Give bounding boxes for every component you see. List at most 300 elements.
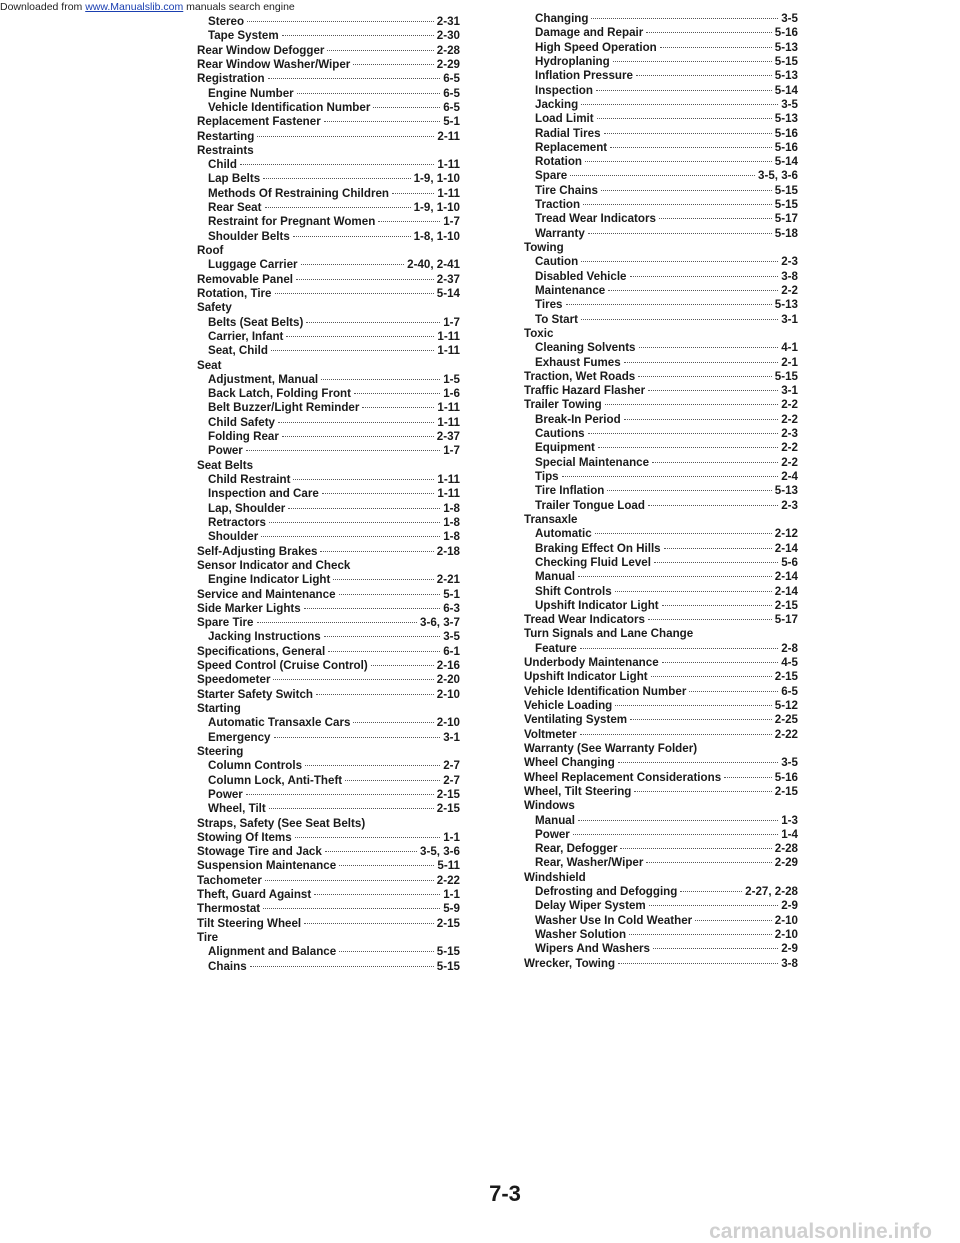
index-entry <box>197 759 460 773</box>
entry-page-ref: 1-9, 1-10 <box>413 201 460 215</box>
entry-page-ref: 1-11 <box>437 329 460 343</box>
dot-leader <box>373 107 440 108</box>
index-entry <box>197 44 460 58</box>
entry-page-ref: 5-13 <box>774 298 798 312</box>
entry-label: Equipment <box>535 441 595 455</box>
entry-page-ref: 2-9 <box>781 942 798 956</box>
dot-leader <box>585 161 772 162</box>
dot-leader <box>605 404 779 405</box>
dot-leader <box>265 207 411 208</box>
dot-leader <box>646 862 771 863</box>
dot-leader <box>324 121 441 122</box>
index-entry <box>197 172 460 186</box>
index-entry <box>197 58 460 72</box>
entry-page-ref: 2-14 <box>774 570 798 584</box>
dot-leader <box>724 777 772 778</box>
index-entry <box>524 41 798 55</box>
entry-label: Restraint for Pregnant Women <box>208 215 376 229</box>
dot-leader <box>636 75 772 76</box>
index-entry <box>197 230 460 244</box>
index-entry <box>524 542 798 556</box>
entry-label: Retractors <box>208 515 266 529</box>
entry-label: Maintenance <box>535 283 606 297</box>
entry-label: Manual <box>535 570 575 584</box>
entry-page-ref: 2-7 <box>443 773 460 787</box>
dot-leader <box>583 204 772 205</box>
index-entry <box>524 227 798 241</box>
entry-label: Jacking Instructions <box>208 630 321 644</box>
index-entry <box>524 112 798 126</box>
dot-leader <box>296 279 434 280</box>
dot-leader <box>339 865 434 866</box>
entry-label: Alignment and Balance <box>208 945 337 959</box>
entry-label: Shoulder Belts <box>208 229 290 243</box>
index-entry <box>197 802 460 816</box>
entry-label: Self-Adjusting Brakes <box>197 544 318 558</box>
dot-leader <box>321 379 440 380</box>
entry-label: Feature <box>535 641 577 655</box>
index-entry <box>524 771 798 785</box>
dot-leader <box>314 894 440 895</box>
index-entry <box>524 670 798 684</box>
entry-label: Stowing Of Items <box>197 830 292 844</box>
dot-leader <box>597 118 772 119</box>
index-entry <box>197 29 460 43</box>
entry-page-ref: 2-15 <box>436 916 460 930</box>
entry-label: Automatic <box>535 527 592 541</box>
entry-page-ref: 2-14 <box>774 584 798 598</box>
entry-label: Washer Use In Cold Weather <box>535 913 693 927</box>
dot-leader <box>240 164 434 165</box>
dot-leader <box>660 47 772 48</box>
entry-label: Disabled Vehicle <box>535 269 627 283</box>
index-entry <box>197 502 460 516</box>
entry-page-ref: 1-1 <box>443 830 460 844</box>
dot-leader <box>634 791 771 792</box>
index-entry <box>197 130 460 144</box>
dot-leader <box>278 422 434 423</box>
entry-label: Shoulder <box>208 530 259 544</box>
index-entry <box>524 814 798 828</box>
index-heading <box>524 513 798 527</box>
dot-leader <box>601 190 772 191</box>
entry-label: Wheel, Tilt <box>208 802 266 816</box>
dot-leader <box>624 362 779 363</box>
entry-page-ref: 5-1 <box>443 587 460 601</box>
index-entry <box>197 945 460 959</box>
dot-leader <box>578 820 778 821</box>
index-entry <box>524 55 798 69</box>
entry-page-ref: 1-7 <box>443 315 460 329</box>
entry-label: Tires <box>535 298 563 312</box>
entry-page-ref: 5-16 <box>774 770 798 784</box>
entry-label: Wipers And Washers <box>535 942 650 956</box>
index-entry <box>197 788 460 802</box>
index-entry <box>524 856 798 870</box>
entry-label: Spare <box>535 169 568 183</box>
dot-leader <box>263 178 410 179</box>
index-entry <box>524 942 798 956</box>
entry-page-ref: 2-1 <box>781 355 798 369</box>
entry-label: Vehicle Loading <box>524 699 613 712</box>
entry-label: Seat Belts <box>197 458 254 472</box>
entry-label: Tips <box>535 470 559 483</box>
index-entry <box>524 255 798 269</box>
index-entry <box>524 570 798 584</box>
entry-label: Speed Control (Cruise Control) <box>197 659 368 673</box>
entry-label: Stereo <box>208 15 245 28</box>
index-entry <box>524 184 798 198</box>
dot-leader <box>598 447 778 448</box>
dot-leader <box>247 21 434 22</box>
entry-page-ref: 3-5 <box>781 97 798 111</box>
entry-label: Back Latch, Folding Front <box>208 387 351 401</box>
index-entry <box>524 756 798 770</box>
entry-page-ref: 2-2 <box>781 283 798 297</box>
index-entry <box>524 26 798 40</box>
dot-leader <box>282 35 434 36</box>
entry-page-ref: 3-1 <box>781 384 798 398</box>
index-entry <box>524 728 798 742</box>
entry-page-ref: 2-10 <box>774 913 798 927</box>
index-entry <box>524 298 798 312</box>
index-entry <box>524 69 798 83</box>
entry-page-ref: 5-14 <box>774 155 798 169</box>
entry-page-ref: 3-8 <box>781 269 798 283</box>
entry-label: Exhaust Fumes <box>535 355 621 369</box>
entry-label: Jacking <box>535 97 579 111</box>
entry-label: Warranty (See Warranty Folder) <box>524 741 698 755</box>
entry-page-ref: 2-2 <box>781 398 798 412</box>
index-heading <box>197 559 460 573</box>
dot-leader <box>339 951 434 952</box>
index-entry <box>524 212 798 226</box>
dot-leader <box>378 221 440 222</box>
index-entry <box>197 874 460 888</box>
index-heading <box>197 144 460 158</box>
entry-page-ref: 5-15 <box>774 369 798 383</box>
index-entry <box>197 444 460 458</box>
entry-label: Child Restraint <box>208 473 291 486</box>
entry-label: Break-In Period <box>535 412 621 426</box>
entry-label: Child <box>208 158 237 172</box>
entry-label: Rear Window Washer/Wiper <box>197 57 351 71</box>
index-entry <box>197 573 460 587</box>
entry-label: Transaxle <box>524 512 578 526</box>
dot-leader <box>275 293 434 294</box>
dot-leader <box>595 533 772 534</box>
index-entry <box>197 917 460 931</box>
dot-leader <box>651 676 772 677</box>
entry-page-ref: 5-14 <box>436 286 460 300</box>
dot-leader <box>630 719 772 720</box>
entry-page-ref: 6-5 <box>443 72 460 86</box>
entry-page-ref: 5-6 <box>781 555 798 569</box>
entry-label: Adjustment, Manual <box>208 372 319 386</box>
entry-page-ref: 1-4 <box>781 827 798 841</box>
dot-leader <box>322 493 435 494</box>
index-entry <box>197 659 460 673</box>
entry-label: Upshift Indicator Light <box>524 670 648 684</box>
entry-label: Cleaning Solvents <box>535 341 636 355</box>
entry-label: Specifications, General <box>197 644 326 658</box>
entry-page-ref: 1-8 <box>443 515 460 529</box>
entry-page-ref: 2-7 <box>443 759 460 773</box>
dot-leader <box>570 175 755 176</box>
entry-label: Speedometer <box>197 673 271 687</box>
entry-label: Tape System <box>208 29 279 43</box>
dot-leader <box>293 236 411 237</box>
dot-leader <box>648 505 778 506</box>
entry-page-ref: 5-13 <box>774 484 798 498</box>
index-entry <box>524 899 798 913</box>
footer-watermark: carmanualsonline.info <box>709 1220 932 1243</box>
entry-page-ref: 2-10 <box>436 687 460 701</box>
entry-label: Cautions <box>535 427 585 441</box>
index-entry <box>197 960 460 974</box>
index-entry <box>524 169 798 183</box>
dot-leader <box>362 407 434 408</box>
entry-page-ref: 2-16 <box>436 659 460 673</box>
entry-label: Lap Belts <box>208 172 261 186</box>
entry-page-ref: 1-1 <box>443 888 460 902</box>
dot-leader <box>286 336 434 337</box>
dot-leader <box>607 490 771 491</box>
entry-label: Rotation, Tire <box>197 286 272 300</box>
index-entry <box>524 585 798 599</box>
index-entry <box>197 187 460 201</box>
entry-page-ref: 2-15 <box>774 784 798 798</box>
dot-leader <box>250 966 434 967</box>
entry-label: Underbody Maintenance <box>524 656 659 670</box>
index-entry <box>524 441 798 455</box>
entry-label: Trailer Towing <box>524 398 602 412</box>
index-entry <box>524 957 798 971</box>
dot-leader <box>273 679 433 680</box>
dot-leader <box>246 450 440 451</box>
dot-leader <box>591 18 778 19</box>
entry-label: Traction <box>535 198 581 212</box>
index-entry <box>197 401 460 415</box>
index-heading <box>197 359 460 373</box>
dot-leader <box>662 662 779 663</box>
entry-page-ref: 5-17 <box>774 613 798 627</box>
entry-label: Engine Number <box>208 86 294 100</box>
dot-leader <box>649 905 779 906</box>
entry-label: Child Safety <box>208 415 275 429</box>
entry-page-ref: 2-28 <box>436 43 460 57</box>
dot-leader <box>653 948 778 949</box>
index-entry <box>197 516 460 530</box>
index-entry <box>524 699 798 713</box>
dot-leader <box>320 551 433 552</box>
entry-page-ref: 3-5 <box>443 630 460 644</box>
entry-label: Belts (Seat Belts) <box>208 315 304 329</box>
entry-page-ref: 5-18 <box>774 226 798 240</box>
index-entry <box>524 141 798 155</box>
entry-label: Changing <box>535 12 589 25</box>
entry-label: Carrier, Infant <box>208 329 284 343</box>
dot-leader <box>353 64 433 65</box>
dot-leader <box>392 193 434 194</box>
entry-page-ref: 1-9, 1-10 <box>413 172 460 186</box>
dot-leader <box>274 737 441 738</box>
dot-leader <box>566 304 772 305</box>
index-heading <box>197 817 460 831</box>
index-entry <box>197 258 460 272</box>
entry-label: Vehicle Identification Number <box>524 684 687 698</box>
entry-label: Damage and Repair <box>535 26 644 40</box>
dot-leader <box>608 290 778 291</box>
index-entry <box>197 902 460 916</box>
entry-label: Rear, Washer/Wiper <box>535 856 644 870</box>
entry-label: Emergency <box>208 730 271 744</box>
dot-leader <box>615 591 772 592</box>
entry-page-ref: 2-10 <box>774 928 798 941</box>
entry-label: Chains <box>208 959 247 973</box>
page-number: 7-3 <box>489 1181 521 1206</box>
dot-leader <box>581 104 778 105</box>
dot-leader <box>578 576 772 577</box>
index-entry <box>524 370 798 384</box>
index-entry <box>524 685 798 699</box>
dot-leader <box>610 147 772 148</box>
entry-label: Tilt Steering Wheel <box>197 916 302 930</box>
dot-leader <box>618 762 778 763</box>
entry-page-ref: 2-2 <box>781 455 798 469</box>
index-entry <box>197 273 460 287</box>
index-entry <box>524 341 798 355</box>
entry-page-ref: 2-15 <box>436 787 460 801</box>
dot-leader <box>596 90 772 91</box>
index-entry <box>524 384 798 398</box>
dot-leader <box>624 419 779 420</box>
index-entry <box>524 84 798 98</box>
index-entry <box>197 888 460 902</box>
entry-label: Sensor Indicator and Check <box>197 558 351 572</box>
dot-leader <box>580 648 778 649</box>
dot-leader <box>662 605 772 606</box>
dot-leader <box>654 562 778 563</box>
index-entry <box>524 527 798 541</box>
entry-page-ref: 5-12 <box>774 699 798 712</box>
entry-page-ref: 5-15 <box>436 959 460 973</box>
entry-label: Trailer Tongue Load <box>535 498 645 512</box>
index-entry <box>524 656 798 670</box>
entry-page-ref: 2-3 <box>781 498 798 512</box>
dot-leader <box>562 476 779 477</box>
entry-page-ref: 2-22 <box>774 727 798 741</box>
entry-page-ref: 1-11 <box>437 473 460 486</box>
entry-label: Methods Of Restraining Children <box>208 186 389 200</box>
dot-leader <box>354 393 440 394</box>
dot-leader <box>327 50 433 51</box>
index-heading <box>524 742 798 756</box>
entry-page-ref: 6-5 <box>443 86 460 100</box>
index-entry <box>197 87 460 101</box>
entry-label: Automatic Transaxle Cars <box>208 716 351 730</box>
dot-leader <box>620 848 771 849</box>
dot-leader <box>301 264 405 265</box>
index-entry <box>524 713 798 727</box>
entry-page-ref: 2-29 <box>436 57 460 71</box>
manualslib-link[interactable]: www.Manualslib.com <box>85 1 184 13</box>
entry-page-ref: 2-28 <box>774 842 798 856</box>
index-entry <box>197 731 460 745</box>
index-entry <box>197 774 460 788</box>
entry-page-ref: 3-5 <box>781 12 798 25</box>
entry-page-ref: 2-11 <box>437 129 460 143</box>
entry-label: High Speed Operation <box>535 40 657 54</box>
entry-page-ref: 2-21 <box>436 573 460 587</box>
index-heading <box>524 799 798 813</box>
dot-leader <box>246 794 434 795</box>
dot-leader <box>695 920 772 921</box>
entry-page-ref: 2-25 <box>774 713 798 727</box>
entry-label: Restraints <box>197 143 254 157</box>
entry-label: Braking Effect On Hills <box>535 541 661 555</box>
dot-leader <box>282 436 434 437</box>
index-entry <box>524 12 798 26</box>
entry-page-ref: 4-1 <box>781 341 798 355</box>
dot-leader <box>269 522 440 523</box>
entry-label: Column Controls <box>208 759 303 773</box>
index-entry <box>524 284 798 298</box>
dot-leader <box>271 350 435 351</box>
dot-leader <box>680 891 742 892</box>
entry-page-ref: 2-30 <box>436 29 460 43</box>
entry-page-ref: 5-15 <box>774 198 798 212</box>
entry-label: Vehicle Identification Number <box>208 100 371 114</box>
entry-page-ref: 2-15 <box>436 802 460 816</box>
entry-label: Column Lock, Anti-Theft <box>208 773 343 787</box>
entry-label: Registration <box>197 72 265 86</box>
entry-page-ref: 2-8 <box>781 641 798 655</box>
entry-label: Checking Fluid Level <box>535 555 651 569</box>
entry-page-ref: 5-15 <box>774 183 798 197</box>
index-entry <box>197 588 460 602</box>
entry-page-ref: 6-5 <box>781 684 798 698</box>
dot-leader <box>295 837 441 838</box>
dot-leader <box>588 433 779 434</box>
entry-label: Inflation Pressure <box>535 69 633 83</box>
dot-leader <box>263 908 440 909</box>
dot-leader <box>648 619 772 620</box>
index-heading <box>197 459 460 473</box>
entry-label: Special Maintenance <box>535 455 650 469</box>
entry-label: Roof <box>197 244 224 257</box>
entry-label: Ventilating System <box>524 713 628 727</box>
dot-leader <box>573 834 778 835</box>
index-entry <box>524 642 798 656</box>
entry-label: Windshield <box>524 870 586 884</box>
entry-label: Seat, Child <box>208 344 268 358</box>
entry-page-ref: 5-9 <box>443 902 460 916</box>
dot-leader <box>345 780 440 781</box>
index-heading <box>197 702 460 716</box>
entry-label: Tire Inflation <box>535 484 605 498</box>
entry-label: Theft, Guard Against <box>197 888 312 902</box>
dot-leader <box>659 218 772 219</box>
index-heading <box>197 301 460 315</box>
index-heading <box>524 241 798 255</box>
entry-label: Spare Tire <box>197 616 254 630</box>
dot-leader <box>580 734 772 735</box>
entry-page-ref: 5-13 <box>774 112 798 126</box>
entry-label: Starting <box>197 702 241 715</box>
index-entry <box>197 487 460 501</box>
dot-leader <box>581 261 778 262</box>
